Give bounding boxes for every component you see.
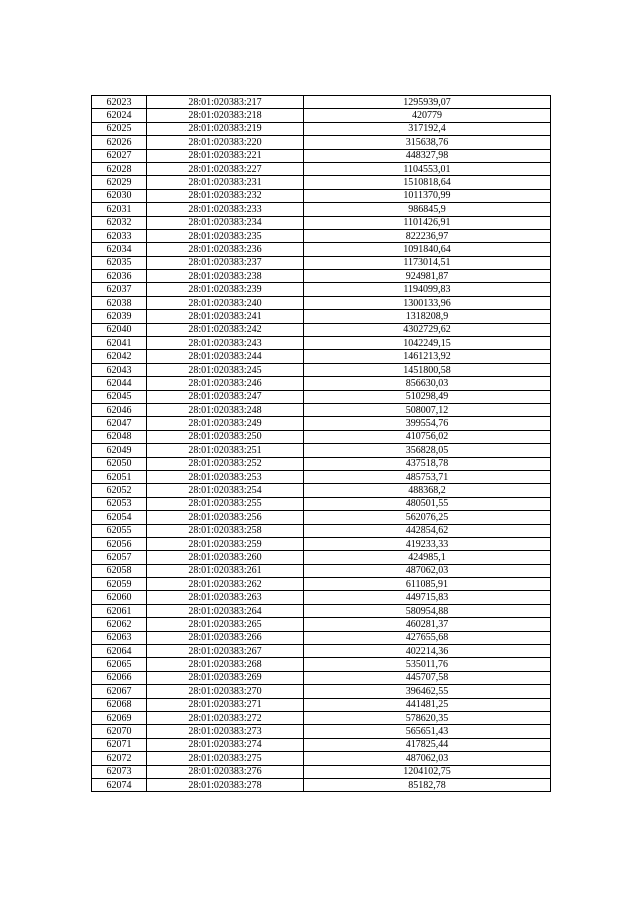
table-row — [92, 323, 551, 336]
cadastral-number-cell: 28:01:020383:268 — [147, 658, 304, 671]
value-cell: 356828,05 — [304, 444, 551, 457]
row-number-cell: 62061 — [92, 604, 147, 617]
cadastral-number-cell: 28:01:020383:252 — [147, 457, 304, 470]
table-row — [92, 122, 551, 135]
row-number-cell: 62060 — [92, 591, 147, 604]
value-cell: 487062,03 — [304, 752, 551, 765]
table-row — [92, 109, 551, 122]
value-cell: 1451800,58 — [304, 363, 551, 376]
table-row — [92, 377, 551, 390]
cadastral-number-cell: 28:01:020383:261 — [147, 564, 304, 577]
value-cell: 315638,76 — [304, 136, 551, 149]
cadastral-number-cell: 28:01:020383:255 — [147, 497, 304, 510]
cadastral-number-cell: 28:01:020383:246 — [147, 377, 304, 390]
row-number-cell: 62053 — [92, 497, 147, 510]
table-row — [92, 390, 551, 403]
row-number-cell: 62043 — [92, 363, 147, 376]
table-row — [92, 591, 551, 604]
value-cell: 445707,58 — [304, 671, 551, 684]
row-number-cell: 62028 — [92, 162, 147, 175]
row-number-cell: 62067 — [92, 685, 147, 698]
cadastral-number-cell: 28:01:020383:275 — [147, 752, 304, 765]
value-cell: 402214,36 — [304, 645, 551, 658]
table-row — [92, 283, 551, 296]
cadastral-number-cell: 28:01:020383:269 — [147, 671, 304, 684]
row-number-cell: 62032 — [92, 216, 147, 229]
row-number-cell: 62029 — [92, 176, 147, 189]
value-cell: 1091840,64 — [304, 243, 551, 256]
table-row — [92, 363, 551, 376]
value-cell: 1104553,01 — [304, 162, 551, 175]
row-number-cell: 62027 — [92, 149, 147, 162]
value-cell: 449715,83 — [304, 591, 551, 604]
value-cell: 508007,12 — [304, 403, 551, 416]
row-number-cell: 62063 — [92, 631, 147, 644]
value-cell: 399554,76 — [304, 417, 551, 430]
table-row — [92, 752, 551, 765]
cadastral-number-cell: 28:01:020383:239 — [147, 283, 304, 296]
row-number-cell: 62057 — [92, 551, 147, 564]
value-cell: 427655,68 — [304, 631, 551, 644]
value-cell: 1461213,92 — [304, 350, 551, 363]
table-row — [92, 350, 551, 363]
cadastral-number-cell: 28:01:020383:232 — [147, 189, 304, 202]
cadastral-number-cell: 28:01:020383:259 — [147, 537, 304, 550]
cadastral-number-cell: 28:01:020383:274 — [147, 738, 304, 751]
table-row — [92, 457, 551, 470]
value-cell: 1011370,99 — [304, 189, 551, 202]
value-cell: 562076,25 — [304, 511, 551, 524]
cadastral-number-cell: 28:01:020383:260 — [147, 551, 304, 564]
cadastral-number-cell: 28:01:020383:250 — [147, 430, 304, 443]
cadastral-number-cell: 28:01:020383:264 — [147, 604, 304, 617]
cadastral-number-cell: 28:01:020383:248 — [147, 403, 304, 416]
table-row — [92, 216, 551, 229]
row-number-cell: 62026 — [92, 136, 147, 149]
row-number-cell: 62048 — [92, 430, 147, 443]
row-number-cell: 62042 — [92, 350, 147, 363]
row-number-cell: 62059 — [92, 578, 147, 591]
cadastral-number-cell: 28:01:020383:219 — [147, 122, 304, 135]
value-cell: 986845,9 — [304, 203, 551, 216]
table-row — [92, 149, 551, 162]
row-number-cell: 62044 — [92, 377, 147, 390]
row-number-cell: 62034 — [92, 243, 147, 256]
table-row — [92, 229, 551, 242]
table-row — [92, 658, 551, 671]
value-cell: 448327,98 — [304, 149, 551, 162]
value-cell: 4302729,62 — [304, 323, 551, 336]
cadastral-number-cell: 28:01:020383:251 — [147, 444, 304, 457]
table-row — [92, 645, 551, 658]
value-cell: 1510818,64 — [304, 176, 551, 189]
row-number-cell: 62041 — [92, 337, 147, 350]
cadastral-number-cell: 28:01:020383:236 — [147, 243, 304, 256]
table-row — [92, 296, 551, 309]
table-row — [92, 337, 551, 350]
table-row — [92, 738, 551, 751]
table-row — [92, 778, 551, 791]
value-cell: 1173014,51 — [304, 256, 551, 269]
row-number-cell: 62066 — [92, 671, 147, 684]
table-row — [92, 524, 551, 537]
value-cell: 420779 — [304, 109, 551, 122]
table-row — [92, 176, 551, 189]
table-row — [92, 604, 551, 617]
value-cell: 611085,91 — [304, 578, 551, 591]
row-number-cell: 62052 — [92, 484, 147, 497]
cadastral-number-cell: 28:01:020383:263 — [147, 591, 304, 604]
value-cell: 1318208,9 — [304, 310, 551, 323]
table-row — [92, 698, 551, 711]
value-cell: 1101426,91 — [304, 216, 551, 229]
cadastral-number-cell: 28:01:020383:253 — [147, 470, 304, 483]
cadastral-number-cell: 28:01:020383:237 — [147, 256, 304, 269]
table-row — [92, 497, 551, 510]
row-number-cell: 62030 — [92, 189, 147, 202]
cadastral-number-cell: 28:01:020383:272 — [147, 711, 304, 724]
value-cell: 535011,76 — [304, 658, 551, 671]
cadastral-number-cell: 28:01:020383:234 — [147, 216, 304, 229]
value-cell: 410756,02 — [304, 430, 551, 443]
value-cell: 396462,55 — [304, 685, 551, 698]
row-number-cell: 62072 — [92, 752, 147, 765]
cadastral-number-cell: 28:01:020383:262 — [147, 578, 304, 591]
row-number-cell: 62039 — [92, 310, 147, 323]
cadastral-number-cell: 28:01:020383:221 — [147, 149, 304, 162]
table-row — [92, 256, 551, 269]
value-cell: 417825,44 — [304, 738, 551, 751]
cadastral-number-cell: 28:01:020383:266 — [147, 631, 304, 644]
row-number-cell: 62025 — [92, 122, 147, 135]
value-cell: 924981,87 — [304, 270, 551, 283]
row-number-cell: 62036 — [92, 270, 147, 283]
table-row — [92, 444, 551, 457]
row-number-cell: 62051 — [92, 470, 147, 483]
table-row — [92, 578, 551, 591]
table-row — [92, 484, 551, 497]
cadastral-number-cell: 28:01:020383:256 — [147, 511, 304, 524]
table-row — [92, 725, 551, 738]
cadastral-number-cell: 28:01:020383:235 — [147, 229, 304, 242]
cadastral-number-cell: 28:01:020383:278 — [147, 778, 304, 791]
value-cell: 580954,88 — [304, 604, 551, 617]
cadastral-value-table — [91, 95, 551, 792]
row-number-cell: 62038 — [92, 296, 147, 309]
row-number-cell: 62074 — [92, 778, 147, 791]
row-number-cell: 62035 — [92, 256, 147, 269]
cadastral-number-cell: 28:01:020383:271 — [147, 698, 304, 711]
table-row — [92, 270, 551, 283]
value-cell: 565651,43 — [304, 725, 551, 738]
value-cell: 487062,03 — [304, 564, 551, 577]
row-number-cell: 62033 — [92, 229, 147, 242]
cadastral-number-cell: 28:01:020383:245 — [147, 363, 304, 376]
cadastral-number-cell: 28:01:020383:233 — [147, 203, 304, 216]
table-row — [92, 631, 551, 644]
table-row — [92, 685, 551, 698]
table-row — [92, 537, 551, 550]
row-number-cell: 62070 — [92, 725, 147, 738]
cadastral-number-cell: 28:01:020383:270 — [147, 685, 304, 698]
table-row — [92, 96, 551, 109]
value-cell: 578620,35 — [304, 711, 551, 724]
cadastral-number-cell: 28:01:020383:227 — [147, 162, 304, 175]
row-number-cell: 62049 — [92, 444, 147, 457]
table-row — [92, 310, 551, 323]
table-row — [92, 136, 551, 149]
row-number-cell: 62040 — [92, 323, 147, 336]
row-number-cell: 62023 — [92, 96, 147, 109]
cadastral-number-cell: 28:01:020383:267 — [147, 645, 304, 658]
value-cell: 424985,1 — [304, 551, 551, 564]
row-number-cell: 62065 — [92, 658, 147, 671]
cadastral-number-cell: 28:01:020383:241 — [147, 310, 304, 323]
row-number-cell: 62037 — [92, 283, 147, 296]
cadastral-number-cell: 28:01:020383:244 — [147, 350, 304, 363]
table-row — [92, 564, 551, 577]
cadastral-number-cell: 28:01:020383:220 — [147, 136, 304, 149]
table-row — [92, 189, 551, 202]
row-number-cell: 62046 — [92, 403, 147, 416]
value-cell: 480501,55 — [304, 497, 551, 510]
table-row — [92, 511, 551, 524]
cadastral-number-cell: 28:01:020383:231 — [147, 176, 304, 189]
table-row — [92, 765, 551, 778]
value-cell: 856630,03 — [304, 377, 551, 390]
row-number-cell: 62055 — [92, 524, 147, 537]
cadastral-number-cell: 28:01:020383:247 — [147, 390, 304, 403]
value-cell: 419233,33 — [304, 537, 551, 550]
value-cell: 437518,78 — [304, 457, 551, 470]
table-row — [92, 430, 551, 443]
value-cell: 441481,25 — [304, 698, 551, 711]
table-row — [92, 403, 551, 416]
value-cell: 1042249,15 — [304, 337, 551, 350]
value-cell: 85182,78 — [304, 778, 551, 791]
cadastral-number-cell: 28:01:020383:254 — [147, 484, 304, 497]
row-number-cell: 62024 — [92, 109, 147, 122]
row-number-cell: 62047 — [92, 417, 147, 430]
value-cell: 1300133,96 — [304, 296, 551, 309]
value-cell: 1194099,83 — [304, 283, 551, 296]
row-number-cell: 62056 — [92, 537, 147, 550]
row-number-cell: 62054 — [92, 511, 147, 524]
cadastral-number-cell: 28:01:020383:240 — [147, 296, 304, 309]
cadastral-number-cell: 28:01:020383:238 — [147, 270, 304, 283]
row-number-cell: 62068 — [92, 698, 147, 711]
table-row — [92, 417, 551, 430]
value-cell: 460281,37 — [304, 618, 551, 631]
cadastral-number-cell: 28:01:020383:249 — [147, 417, 304, 430]
value-cell: 822236,97 — [304, 229, 551, 242]
value-cell: 442854,62 — [304, 524, 551, 537]
row-number-cell: 62050 — [92, 457, 147, 470]
cadastral-number-cell: 28:01:020383:217 — [147, 96, 304, 109]
cadastral-number-cell: 28:01:020383:243 — [147, 337, 304, 350]
row-number-cell: 62045 — [92, 390, 147, 403]
row-number-cell: 62071 — [92, 738, 147, 751]
value-cell: 488368,2 — [304, 484, 551, 497]
value-cell: 1295939,07 — [304, 96, 551, 109]
cadastral-number-cell: 28:01:020383:276 — [147, 765, 304, 778]
row-number-cell: 62058 — [92, 564, 147, 577]
value-cell: 510298,49 — [304, 390, 551, 403]
value-cell: 1204102,75 — [304, 765, 551, 778]
table-row — [92, 551, 551, 564]
value-cell: 317192,4 — [304, 122, 551, 135]
table-row — [92, 470, 551, 483]
table-row — [92, 203, 551, 216]
table-body — [92, 96, 551, 792]
row-number-cell: 62073 — [92, 765, 147, 778]
value-cell: 485753,71 — [304, 470, 551, 483]
cadastral-number-cell: 28:01:020383:258 — [147, 524, 304, 537]
table-row — [92, 618, 551, 631]
row-number-cell: 62064 — [92, 645, 147, 658]
row-number-cell: 62031 — [92, 203, 147, 216]
table-row — [92, 243, 551, 256]
table-row — [92, 162, 551, 175]
table-row — [92, 671, 551, 684]
table-row — [92, 711, 551, 724]
row-number-cell: 62062 — [92, 618, 147, 631]
row-number-cell: 62069 — [92, 711, 147, 724]
cadastral-number-cell: 28:01:020383:242 — [147, 323, 304, 336]
cadastral-number-cell: 28:01:020383:273 — [147, 725, 304, 738]
cadastral-number-cell: 28:01:020383:218 — [147, 109, 304, 122]
cadastral-number-cell: 28:01:020383:265 — [147, 618, 304, 631]
